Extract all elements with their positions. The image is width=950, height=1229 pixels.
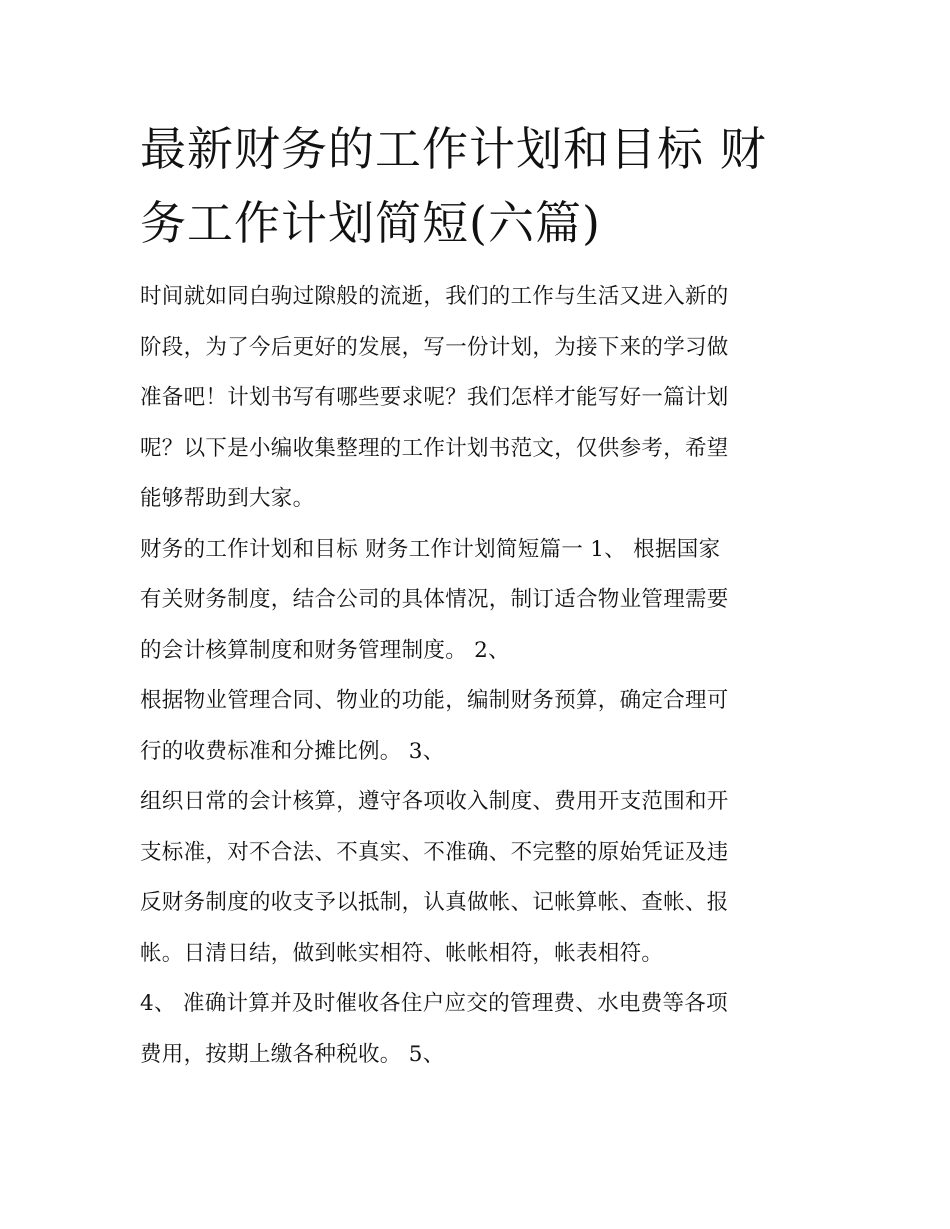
body-line: 帐。日清日结，做到帐实相符、帐帐相符，帐表相符。 [140,940,664,966]
body-line: 行的收费标准和分摊比例。 3、 [140,738,445,764]
body-line: 组织日常的会计核算，遵守各项收入制度、费用开支范围和开 [140,789,729,814]
body-line: 阶段，为了今后更好的发展，写一份计划，为接下来的学习做 [140,334,729,360]
title-line-2: 务工作计划简短(六篇) [140,196,601,250]
body-line: 有关财务制度，结合公司的具体情况，制订适合物业管理需要 [140,587,729,612]
document-page [140,112,830,1080]
body-line: 时间就如同白驹过隙般的流逝，我们的工作与生活又进入新的 [140,284,729,309]
body-line: 的会计核算制度和财务管理制度。 2、 [140,637,510,663]
body-line: 呢？以下是小编收集整理的工作计划书范文，仅供参考，希望 [140,435,729,461]
document-title [140,112,830,260]
body-line: 根据物业管理合同、物业的功能，编制财务预算，确定合理可 [140,688,729,713]
document-body [140,272,830,1080]
title-line-1: 最新财务的工作计划和目标 财 [140,122,767,176]
body-line: 能够帮助到大家。 [140,486,315,511]
body-line: 支标准，对不合法、不真实、不准确、不完整的原始凭证及违 [140,839,729,865]
body-line: 费用，按期上缴各种税收。 5、 [140,1041,445,1067]
body-line: 财务的工作计划和目标 财务工作计划简短篇一 1、 根据国家 [140,536,721,562]
body-line: 准备吧！计划书写有哪些要求呢？我们怎样才能写好一篇计划 [140,385,729,410]
body-line: 反财务制度的收支予以抵制，认真做帐、记帐算帐、查帐、报 [140,890,729,915]
body-line: 4、 准确计算并及时催收各住户应交的管理费、水电费等各项 [140,991,728,1016]
